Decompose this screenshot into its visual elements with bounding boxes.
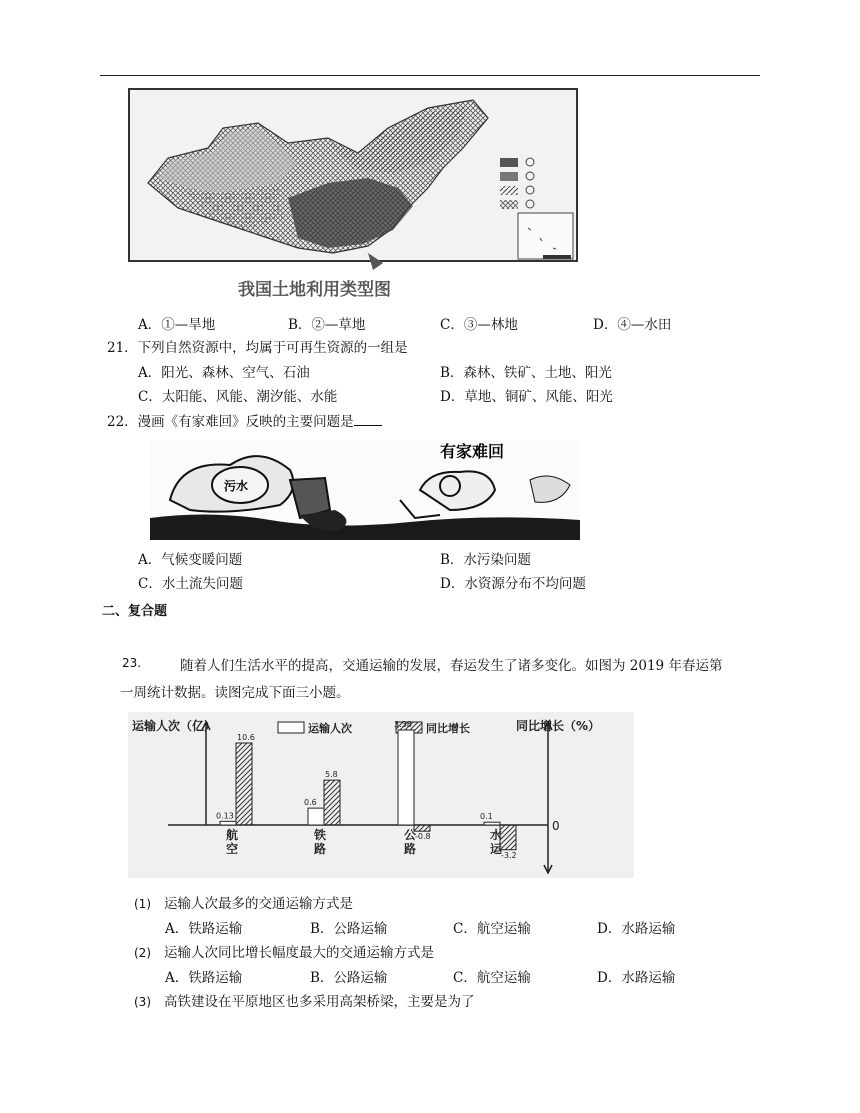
q20-option-c[interactable]: C．③—林地	[440, 317, 518, 333]
q21-option-c[interactable]: C．太阳能、风能、潮汐能、水能	[138, 389, 338, 405]
cartoon-image	[150, 440, 580, 540]
cartoon-figure	[150, 440, 580, 540]
transport-chart-figure	[128, 712, 634, 878]
data-label-growth: -3.2	[501, 850, 517, 860]
q23-stem-line2: 一周统计数据。读图完成下面三小题。	[120, 685, 350, 701]
q23-number: 23.	[122, 656, 142, 670]
q23-sub2-options	[165, 966, 765, 986]
q23-sub1-options	[165, 917, 765, 937]
bar-growth	[414, 825, 430, 831]
bar-trips	[484, 822, 500, 825]
bar-trips	[398, 730, 414, 825]
category-label: 水运	[490, 828, 503, 856]
answer-blank	[354, 413, 382, 426]
category-label: 公路	[404, 828, 417, 856]
header-rule	[100, 75, 760, 76]
bar-growth	[500, 825, 516, 850]
q23-sub2-option-a[interactable]: A．铁路运输	[165, 970, 243, 986]
q22-stem	[107, 410, 382, 430]
q22-option-a[interactable]: A．气候变暖问题	[138, 552, 243, 568]
q21-stem: 21．下列自然资源中，均属于可再生资源的一组是	[107, 340, 408, 356]
q21-option-a[interactable]: A．阳光、森林、空气、石油	[138, 365, 310, 381]
legend-label-trips: 运输人次	[308, 722, 352, 735]
data-label-growth: -0.8	[415, 832, 431, 842]
bar-trips	[220, 821, 236, 825]
legend-swatch-trips	[278, 722, 304, 733]
q21-option-b[interactable]: B．森林、铁矿、土地、阳光	[440, 365, 612, 381]
data-label-trips: 0.1	[480, 812, 493, 822]
q20-option-d[interactable]: D．④—水田	[593, 317, 672, 333]
land-use-map-figure	[128, 88, 578, 303]
cartoon-label: 污水	[224, 479, 249, 493]
q23-sub3	[134, 990, 475, 1010]
data-label-growth: 10.6	[237, 733, 255, 742]
chart-background	[128, 712, 634, 878]
q23-sub2-option-c[interactable]: C．航空运输	[453, 970, 531, 986]
q23-sub1-number: (1)	[134, 897, 151, 911]
transport-bar-chart	[128, 712, 634, 878]
china-map-image	[128, 88, 578, 303]
q22-option-b[interactable]: B．水污染问题	[440, 552, 531, 568]
q23-sub1-option-c[interactable]: C．航空运输	[453, 921, 531, 937]
map-caption: 我国土地利用类型图	[238, 280, 391, 300]
category-label: 铁路	[314, 828, 327, 856]
section-heading: 二、复合题	[102, 604, 168, 619]
data-label-trips: 3.38	[394, 720, 412, 729]
q23-sub1-option-d[interactable]: D．水路运输	[597, 921, 676, 937]
q23-sub1-option-a[interactable]: A．铁路运输	[165, 921, 243, 937]
data-label-trips: 0.13	[216, 811, 234, 821]
q22-option-d[interactable]: D．水资源分布不均问题	[440, 576, 586, 592]
q20-option-a[interactable]: A．①—旱地	[138, 317, 216, 333]
q22-option-c[interactable]: C．水土流失问题	[138, 576, 243, 592]
zero-label: 0	[552, 819, 560, 833]
q23-sub2	[134, 941, 434, 961]
y-axis-label-right: 同比增长（%）	[516, 719, 601, 733]
q22-stem-text: 22．漫画《有家难回》反映的主要问题是	[107, 414, 354, 430]
q23-stem-line1: 随着人们生活水平的提高，交通运输的发展，春运发生了诸多变化。如图为 2019 年春运第	[180, 658, 723, 674]
bar-growth	[236, 743, 252, 825]
data-label-trips: 0.6	[304, 798, 317, 808]
legend-label-growth: 同比增长	[426, 722, 470, 735]
q23-sub1-text: 运输人次最多的交通运输方式是	[164, 896, 353, 912]
bar-growth	[324, 780, 340, 825]
q23-sub2-number: (2)	[134, 946, 151, 960]
q20-options	[138, 313, 738, 333]
q23-sub2-option-b[interactable]: B．公路运输	[310, 970, 388, 986]
q20-option-b[interactable]: B．②—草地	[288, 317, 366, 333]
category-label: 航空	[226, 828, 239, 856]
bar-trips	[308, 808, 324, 825]
cartoon-title: 有家难回	[440, 442, 505, 461]
q23-sub2-option-d[interactable]: D．水路运输	[597, 970, 676, 986]
y-axis-label-left: 运输人次（亿）	[132, 719, 217, 733]
q21-option-d[interactable]: D．草地、铜矿、风能、阳光	[440, 389, 613, 405]
q23-sub3-text: 高铁建设在平原地区也多采用高架桥梁，主要是为了	[164, 994, 475, 1010]
data-label-growth: 5.8	[325, 770, 338, 780]
q23-sub1	[134, 892, 353, 912]
q23-sub1-option-b[interactable]: B．公路运输	[310, 921, 388, 937]
q23-sub3-number: (3)	[134, 995, 151, 1009]
q23-sub2-text: 运输人次同比增长幅度最大的交通运输方式是	[164, 945, 434, 961]
